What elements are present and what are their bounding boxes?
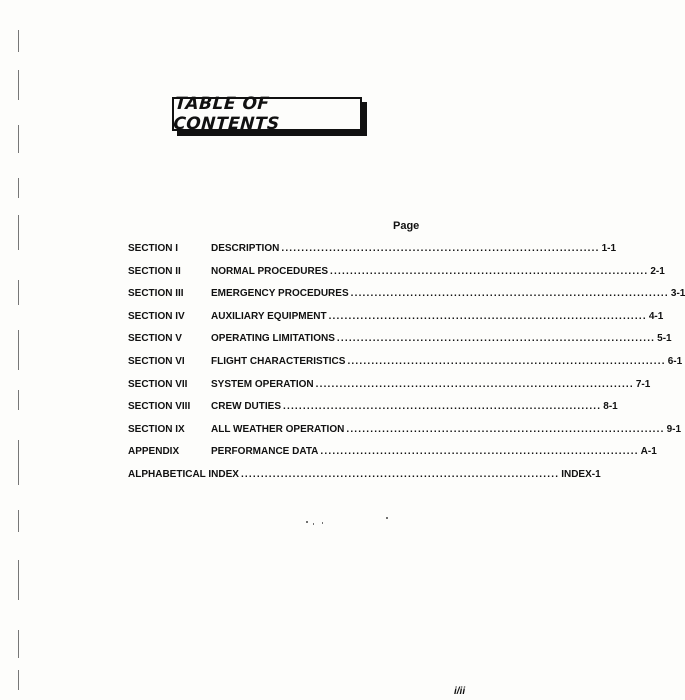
toc-leader-dots: ................................................................................: [346, 423, 665, 435]
toc-section-label: SECTION V: [128, 333, 182, 345]
toc-page-number: 2-1: [650, 265, 665, 277]
speck: [313, 523, 314, 525]
toc-row: [128, 396, 618, 419]
toc-page-number: A-1: [640, 446, 657, 458]
toc-row: [128, 328, 672, 351]
toc-title: OPERATING LIMITATIONS: [211, 333, 335, 345]
title-box: [172, 94, 368, 137]
toc-page-number: 5-1: [657, 333, 672, 345]
toc-title: FLIGHT CHARACTERISTICS: [211, 355, 346, 367]
toc-entry: [211, 306, 664, 329]
toc-section-label: APPENDIX: [128, 446, 180, 458]
toc-title: SYSTEM OPERATION: [211, 378, 314, 390]
toc-row: [128, 374, 651, 397]
toc-entry: [211, 283, 685, 306]
toc-title: ALPHABETICAL INDEX: [128, 468, 239, 480]
toc-title: NORMAL PROCEDURES: [211, 265, 329, 277]
toc-leader-dots: ................................................................................: [281, 243, 600, 254]
toc-section-label: SECTION I: [128, 243, 179, 254]
toc-leader-dots: ................................................................................: [315, 378, 634, 390]
toc-page-number: 1-1: [601, 243, 617, 254]
toc-entry: [211, 419, 682, 442]
toc-section-label: SECTION VIII: [128, 401, 191, 413]
toc-title: EMERGENCY PROCEDURES: [211, 288, 349, 300]
toc-section-label: SECTION VI: [128, 355, 185, 367]
speck: [386, 517, 388, 519]
toc-row: [128, 306, 664, 329]
toc-section-label: SECTION III: [128, 288, 184, 300]
toc-leader-dots: ................................................................................: [347, 355, 666, 367]
toc-entry: [211, 261, 665, 284]
toc-section-label: SECTION VII: [128, 378, 188, 390]
toc-row: [128, 283, 685, 306]
toc-leader-dots: ................................................................................: [336, 333, 656, 345]
toc-leader-dots: ................................................................................: [350, 288, 669, 300]
toc-title: PERFORMANCE DATA: [211, 446, 319, 458]
toc-row: [128, 261, 665, 284]
toc-page-number: INDEX-1: [561, 468, 601, 480]
toc-leader-dots: ................................................................................: [240, 468, 560, 480]
toc-page-number: 6-1: [667, 355, 683, 367]
toc-entry: [211, 238, 617, 261]
binding-edge: [14, 30, 22, 690]
toc-row-index: [128, 464, 601, 487]
toc-page-number: 7-1: [635, 378, 651, 390]
toc-title: AUXILIARY EQUIPMENT: [211, 310, 327, 322]
speck: [322, 522, 323, 524]
page-title: TABLE OF CONTENTS: [172, 94, 281, 134]
toc-entry: [128, 464, 601, 487]
toc-row: [128, 419, 682, 442]
title-box-frame: [172, 94, 362, 134]
toc-leader-dots: ................................................................................: [328, 310, 647, 322]
page-folio: i/ii: [454, 686, 466, 697]
toc-entry: [211, 374, 651, 397]
toc-title: CREW DUTIES: [211, 401, 281, 413]
toc-leader-dots: ................................................................................: [283, 401, 602, 413]
page-column-header: Page: [393, 220, 420, 232]
toc-list: [128, 238, 685, 487]
toc-section-label: SECTION IX: [128, 423, 185, 435]
toc-page-number: 3-1: [670, 288, 685, 300]
toc-leader-dots: ................................................................................: [320, 446, 639, 458]
speck: [306, 521, 308, 523]
toc-entry: [211, 396, 618, 419]
toc-title: DESCRIPTION: [211, 243, 280, 254]
toc-page-number: 8-1: [603, 401, 618, 413]
toc-row: [128, 238, 617, 261]
toc-page-number: 4-1: [648, 310, 664, 322]
toc-section-label: SECTION IV: [128, 310, 185, 322]
toc-row: [128, 351, 683, 374]
toc-section-label: SECTION II: [128, 265, 181, 277]
toc-row: [128, 441, 657, 464]
toc-leader-dots: ................................................................................: [330, 265, 649, 277]
toc-entry: [211, 441, 657, 464]
toc-page-number: 9-1: [666, 423, 682, 435]
toc-entry: [211, 328, 672, 351]
toc-title: ALL WEATHER OPERATION: [211, 423, 345, 435]
toc-entry: [211, 351, 683, 374]
